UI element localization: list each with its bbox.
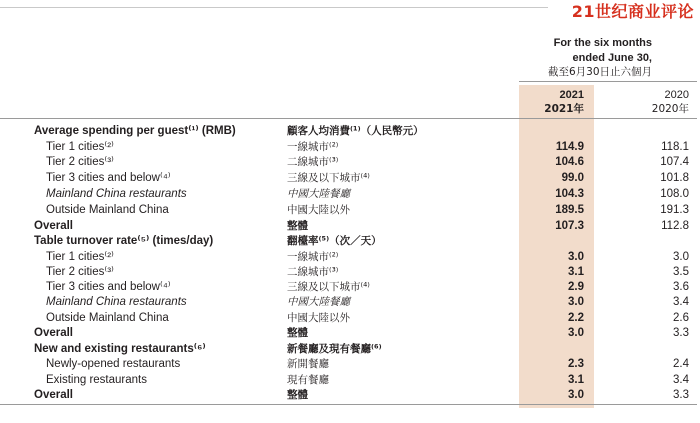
row-label-zh: 現有餐廳 (287, 374, 329, 386)
period-cn: 截至6月30日止六個月 (547, 66, 652, 78)
table-row (0, 124, 700, 139)
year-header-2021 (524, 88, 584, 116)
period-header (520, 36, 652, 80)
value-2021: 107.3 (555, 220, 584, 232)
table-row (0, 140, 700, 155)
table-row (0, 311, 700, 326)
table-row (0, 203, 700, 218)
row-label-zh: 整體 (287, 220, 308, 232)
value-2021: 3.1 (568, 374, 584, 386)
year-header-2020 (629, 88, 689, 116)
table-row (0, 373, 700, 388)
row-label-en: Overall (34, 220, 73, 232)
table-row (0, 342, 700, 357)
row-label-zh: 三線及以下城市⁽⁴⁾ (287, 172, 370, 184)
table-row (0, 187, 700, 202)
table-row (0, 280, 700, 295)
table-row (0, 219, 700, 234)
table-row (0, 234, 700, 249)
row-label-en: Outside Mainland China (46, 312, 169, 324)
year-2021-label: 2021 (559, 89, 584, 101)
row-label-zh: 新開餐廳 (287, 358, 329, 370)
value-2021: 3.0 (568, 296, 584, 308)
row-label-zh: 二線城市⁽³⁾ (287, 266, 339, 278)
row-label-en: Tier 1 cities⁽²⁾ (46, 251, 114, 263)
row-label-zh: 三線及以下城市⁽⁴⁾ (287, 281, 370, 293)
value-2020: 2.4 (673, 358, 689, 370)
period-en-line1: For the six months (553, 37, 652, 49)
value-2020: 3.5 (673, 266, 689, 278)
value-2021: 3.0 (568, 251, 584, 263)
row-label-en: Tier 1 cities⁽²⁾ (46, 141, 114, 153)
year-2020-label: 2020 (664, 89, 689, 101)
row-label-zh: 中國大陸以外 (287, 204, 350, 216)
value-2021: 3.0 (568, 327, 584, 339)
table-row (0, 155, 700, 170)
row-label-en: Tier 2 cities⁽³⁾ (46, 266, 114, 278)
table-row (0, 250, 700, 265)
row-label-zh: 整體 (287, 389, 308, 401)
top-rule (0, 7, 548, 8)
row-label-zh: 一線城市⁽²⁾ (287, 251, 339, 263)
value-2021: 2.3 (568, 358, 584, 370)
value-2020: 191.3 (660, 204, 689, 216)
value-2020: 112.8 (661, 220, 689, 232)
value-2021: 2.9 (568, 281, 584, 293)
table-row (0, 326, 700, 341)
row-label-zh: 新餐廳及現有餐廳⁽⁶⁾ (287, 343, 382, 355)
value-2020: 3.4 (673, 374, 689, 386)
table-row (0, 388, 700, 403)
table-row (0, 265, 700, 280)
table-row (0, 295, 700, 310)
value-2021: 114.9 (555, 141, 584, 153)
table-row (0, 171, 700, 186)
year-header-rule (0, 118, 697, 119)
row-label-en: Overall (34, 327, 73, 339)
row-label-zh: 一線城市⁽²⁾ (287, 141, 339, 153)
row-label-en: Average spending per guest⁽¹⁾ (RMB) (34, 125, 236, 137)
brand-logo: 21世纪商业评论 (571, 2, 694, 21)
row-label-en: Tier 2 cities⁽³⁾ (46, 156, 114, 168)
row-label-zh: 中國大陸餐廳 (287, 188, 350, 200)
value-2020: 101.8 (660, 172, 689, 184)
value-2021: 104.3 (555, 188, 584, 200)
row-label-en: Overall (34, 389, 73, 401)
value-2020: 3.4 (673, 296, 689, 308)
value-2020: 118.1 (661, 141, 689, 153)
row-label-en: Tier 3 cities and below⁽⁴⁾ (46, 281, 171, 293)
period-rule (519, 81, 697, 82)
row-label-zh: 整體 (287, 327, 308, 339)
row-label-zh: 二線城市⁽³⁾ (287, 156, 339, 168)
row-label-en: Table turnover rate⁽⁵⁾ (times/day) (34, 235, 214, 247)
value-2020: 3.3 (673, 389, 689, 401)
value-2020: 3.6 (673, 281, 689, 293)
value-2020: 3.3 (673, 327, 689, 339)
row-label-en: Existing restaurants (46, 374, 147, 386)
row-label-en: Newly-opened restaurants (46, 358, 181, 370)
row-label-zh: 翻檯率⁽⁵⁾（次／天） (287, 235, 382, 247)
row-label-zh: 顧客人均消費⁽¹⁾（人民幣元） (287, 125, 424, 137)
year-2020-cn-label: 2020年 (651, 103, 689, 115)
row-label-zh: 中國大陸餐廳 (287, 296, 350, 308)
table-row (0, 357, 700, 372)
value-2021: 2.2 (568, 312, 584, 324)
row-label-en: New and existing restaurants⁽⁶⁾ (34, 343, 206, 355)
row-label-en: Mainland China restaurants (46, 188, 187, 200)
value-2021: 104.6 (555, 156, 584, 168)
value-2020: 3.0 (673, 251, 689, 263)
year-2021-cn-label: 2021年 (544, 103, 584, 115)
value-2021: 189.5 (555, 204, 584, 216)
bottom-rule (0, 404, 697, 405)
row-label-en: Outside Mainland China (46, 204, 169, 216)
value-2021: 3.1 (568, 266, 584, 278)
value-2020: 2.6 (673, 312, 689, 324)
value-2020: 107.4 (660, 156, 689, 168)
value-2021: 99.0 (561, 172, 584, 184)
row-label-en: Tier 3 cities and below⁽⁴⁾ (46, 172, 171, 184)
period-en-line2: ended June 30, (572, 51, 652, 64)
value-2021: 3.0 (568, 389, 584, 401)
value-2020: 108.0 (660, 188, 689, 200)
row-label-zh: 中國大陸以外 (287, 312, 350, 324)
row-label-en: Mainland China restaurants (46, 296, 187, 308)
